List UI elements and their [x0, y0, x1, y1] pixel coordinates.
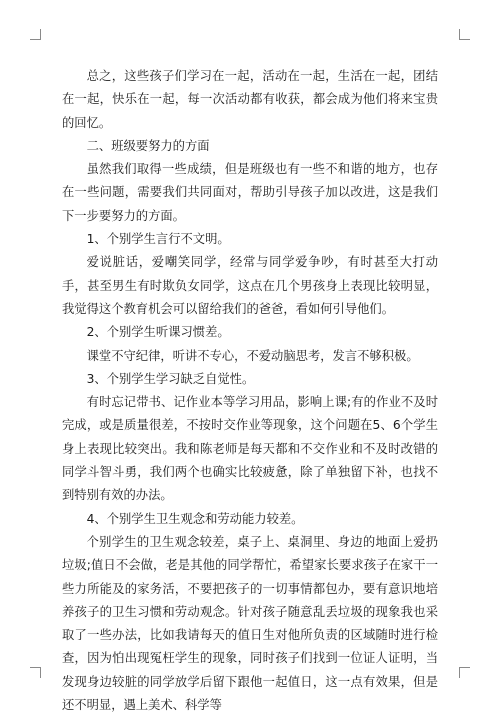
paragraph-self-discipline: 有时忘记带书、记作业本等学习用品，影响上课;有的作业不及时完成，或是质量很差，不按时交作业等现象，这个问题在5、6个学生身上表现比较突出。我和陈老师是每天都和不交作业和不及时改错的同学斗智斗勇，我们两个也确实比较疲惫，除了单独留下补，也找不到特别有效的办法。 [62, 395, 438, 503]
section-heading-improvements: 二、班级要努力的方面 [86, 138, 210, 153]
paragraph-behavior: 爱说脏话，爱嘲笑同学，经常与同学爱争吵，有时甚至大打动手，甚至男生有时欺负女同学，这点在几个男孩身上表现比较明显，我觉得这个教育机会可以留给我们的爸爸，看如何引导他们。 [62, 255, 438, 316]
subheading-4: 4、个别学生卫生观念和劳动能力较差。 [86, 511, 304, 526]
paragraph-listening: 课堂不守纪律，听讲不专心，不爱动脑思考，发言不够积极。 [86, 348, 419, 363]
paragraph-summary: 总之，这些孩子们学习在一起，活动在一起，生活在一起，团结在一起，快乐在一起，每一次活动都有收获，都会成为他们将来宝贵的回忆。 [62, 69, 438, 130]
document-body [62, 65, 438, 717]
subheading-1: 1、个别学生言行不文明。 [86, 232, 230, 247]
subheading-2: 2、个别学生听课习惯差。 [86, 325, 230, 340]
subheading-3: 3、个别学生学习缺乏自觉性。 [86, 371, 255, 386]
paragraph-hygiene: 个别学生的卫生观念较差，桌子上、桌洞里、身边的地面上爱扔垃圾;值日不会做，老是其他的同学帮忙，希望家长要求孩子在家干一些力所能及的家务活，不要把孩子的一切事情都包办，要有意识地培养孩子的卫生习惯和劳动观念。针对孩子随意乱丢垃圾的现象我也采取了一些办法，比如我请每天的值日生对他所负责的区域随时进行检查，因为怕出现冤枉学生的现象，同时孩子们找到一位证人证明，当发现身边较脏的同学放学后留下跟他一起值日，这一点有效果，但是还不明显，遇上美术、科学等 [62, 534, 438, 713]
crop-mark-bottom-right [459, 667, 470, 678]
crop-mark-top-left [30, 29, 41, 40]
crop-mark-bottom-left [30, 667, 41, 678]
paragraph-intro-problems: 虽然我们取得一些成绩，但是班级也有一些不和谐的地方，也存在一些问题，需要我们共同面对，帮助引导孩子加以改进，这是我们下一步要努力的方面。 [62, 162, 438, 223]
crop-mark-top-right [459, 29, 470, 40]
